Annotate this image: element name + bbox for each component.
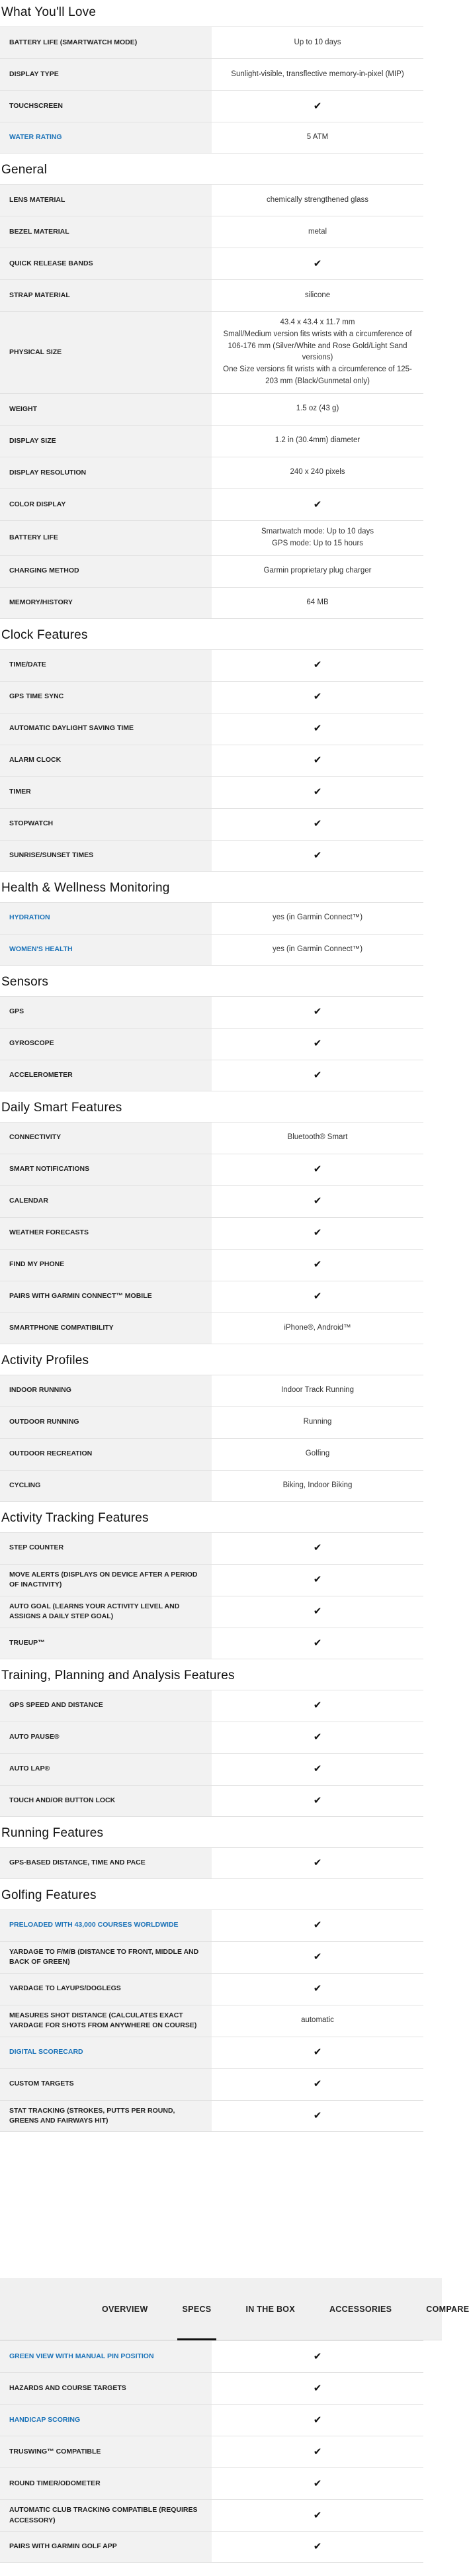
spec-row-stopwatch [0,808,423,840]
spec-row-yardage-to-layups-doglegs [0,1973,423,2005]
spec-label: CALENDAR [0,1186,212,1217]
check-icon: ✔ [313,1291,322,1303]
spec-label: CYCLING [0,1471,212,1501]
spec-row-connectivity [0,1122,423,1154]
spec-row-digital-scorecard [0,2037,423,2068]
spec-label: MEASURES SHOT DISTANCE (CALCULATES EXACT YARDAGE FOR SHOTS FROM ANYWHERE ON COURSE) [0,2005,212,2037]
check-icon: ✔ [313,2509,322,2521]
check-icon: ✔ [313,1069,322,1081]
section-title: Golfing Features [1,1888,97,1902]
checkmark-icon [212,809,423,840]
spec-label: INDOOR RUNNING [0,1375,212,1406]
checkmark-icon [212,2341,423,2372]
spec-value: Bluetooth® Smart [287,1133,348,1142]
spec-value: chemically strengthened glass [266,195,369,204]
check-icon: ✔ [313,1259,322,1271]
checkmark-icon [212,1533,423,1564]
spec-label: TRUEUP™ [0,1628,212,1659]
checkmark-icon [212,1722,423,1753]
spec-row-gps-based-distance-time-and-pace [0,1847,423,1879]
checkmark-icon [212,91,423,122]
spec-value: silicone [304,291,331,299]
spec-value: 5 ATM [306,133,329,142]
tab-specs[interactable]: SPECS [183,2278,212,2340]
spec-row-time-date [0,649,423,681]
section-title: Sensors [1,974,49,989]
spec-label: STOPWATCH [0,809,212,840]
check-icon: ✔ [313,2446,322,2458]
spec-row-bezel-material [0,216,423,248]
section-title: Running Features [1,1825,104,1840]
spec-section-training-planning-and-analysis-features [0,1659,423,1817]
spec-value: iPhone®, Android™ [284,1323,351,1332]
spec-row-auto-lap [0,1753,423,1785]
check-icon: ✔ [313,1731,322,1743]
spec-label: DISPLAY RESOLUTION [0,457,212,488]
check-icon: ✔ [313,2541,322,2553]
checkmark-icon [212,841,423,871]
spec-table [0,184,423,619]
checkmark-icon [212,1281,423,1312]
section-title: Activity Tracking Features [1,1510,149,1525]
spec-label: BATTERY LIFE [0,521,212,555]
checkmark-icon [212,1060,423,1091]
spec-label[interactable]: GREEN VIEW WITH MANUAL PIN POSITION [0,2341,212,2372]
checkmark-icon [212,1029,423,1060]
check-icon: ✔ [313,1574,322,1586]
checkmark-icon [212,1628,423,1659]
check-icon: ✔ [313,1951,322,1963]
spec-value: yes (in Garmin Connect™) [272,944,363,953]
checkmark-icon [212,248,423,279]
spec-label: BATTERY LIFE (SMARTWATCH MODE) [0,27,212,58]
spec-label: OUTDOOR RECREATION [0,1439,212,1470]
check-icon: ✔ [313,1164,322,1175]
spec-label[interactable]: WATER RATING [0,122,212,153]
spec-value: Garmin proprietary plug charger [263,567,372,575]
check-icon: ✔ [313,2350,322,2362]
spec-label: TIME/DATE [0,650,212,681]
spec-label: MOVE ALERTS (DISPLAYS ON DEVICE AFTER A PERIOD OF INACTIVITY) [0,1565,212,1596]
spec-label: LENS MATERIAL [0,185,212,216]
checkmark-icon [212,2405,423,2436]
spec-row-lens-material [0,184,423,216]
checkmark-icon [212,2532,423,2562]
spec-row-outdoor-recreation [0,1438,423,1470]
spec-label: QUICK RELEASE BANDS [0,248,212,279]
spec-label: STRAP MATERIAL [0,280,212,311]
check-icon: ✔ [313,2110,322,2122]
spec-label: YARDAGE TO F/M/B (DISTANCE TO FRONT, MIDDLE AND BACK OF GREEN) [0,1942,212,1973]
check-icon: ✔ [313,1919,322,1931]
check-icon: ✔ [313,659,322,671]
spec-label: GPS-BASED DISTANCE, TIME AND PACE [0,1848,212,1878]
spec-label: PAIRS WITH GARMIN GOLF APP [0,2532,212,2562]
spec-label: SMARTPHONE COMPATIBILITY [0,1313,212,1344]
spec-value: 1.5 oz (43 g) [296,404,339,413]
spec-row-smart-notifications [0,1154,423,1185]
spec-row-touch-and-or-button-lock [0,1785,423,1817]
spec-label: GPS TIME SYNC [0,682,212,713]
spec-label[interactable]: DIGITAL SCORECARD [0,2037,212,2068]
spec-section-health-wellness-monitoring [0,872,423,966]
spec-value: Indoor Track Running [281,1386,354,1395]
checkmark-icon [212,489,423,520]
spec-row-sunrise-sunset-times [0,840,423,872]
section-title: General [1,163,47,177]
spec-row-indoor-running [0,1375,423,1406]
spec-row-green-view-with-manual-pin-position [0,2340,423,2372]
spec-section-activity-tracking-features [0,1502,423,1659]
checkmark-icon [212,997,423,1028]
spec-row-auto-pause [0,1722,423,1753]
spec-row-quick-release-bands [0,248,423,279]
spec-row-hydration [0,902,423,934]
spec-row-women-s-health [0,934,423,966]
spec-section-sensors [0,966,423,1091]
check-icon: ✔ [313,723,322,735]
spec-row-step-counter [0,1532,423,1564]
spec-value: Up to 10 days [294,38,341,46]
spec-table [0,649,423,872]
spec-value: Golfing [305,1449,330,1458]
check-icon: ✔ [313,818,322,830]
spec-label: GPS SPEED AND DISTANCE [0,1690,212,1722]
checkmark-icon [212,713,423,745]
spec-section-daily-smart-features [0,1091,423,1344]
check-icon: ✔ [313,2414,322,2426]
spec-value: yes (in Garmin Connect™) [272,913,363,922]
spec-row-automatic-club-tracking-compatible-requires-accessory [0,2499,423,2531]
check-icon: ✔ [313,1700,322,1712]
checkmark-icon [212,1690,423,1722]
spec-row-pairs-with-garmin-connect-mobile [0,1281,423,1312]
checkmark-icon [212,1186,423,1217]
checkmark-icon [212,2101,423,2131]
spec-row-physical-size [0,311,423,393]
spec-label: TOUCHSCREEN [0,91,212,122]
check-icon: ✔ [313,1542,322,1554]
checkmark-icon [212,1910,423,1941]
spec-row-pairs-with-garmin-golf-app [0,2531,423,2563]
spec-value: 43.4 x 43.4 x 11.7 mm Small/Medium version fits wrists with a circumference of 106-176 mm (Silver/White and Rose Gold/Light Sand versions) One Size versions fit wrists with a circumference of 125-203 mm (Black/Gunmetal only) [223,318,412,386]
checkmark-icon [212,1218,423,1249]
spec-value: 240 x 240 pixels [290,468,345,477]
spec-row-preloaded-with-43-000-courses-worldwide [0,1909,423,1941]
spec-label: SMART NOTIFICATIONS [0,1154,212,1185]
checkmark-icon [212,1154,423,1185]
tab-in-the-box[interactable]: IN THE BOX [245,2304,295,2314]
spec-row-gps [0,996,423,1028]
checkmark-icon [212,2069,423,2100]
spec-row-strap-material [0,279,423,311]
spec-label: GYROSCOPE [0,1029,212,1060]
spec-label: CONNECTIVITY [0,1123,212,1154]
spec-label: TRUSWING™ COMPATIBLE [0,2436,212,2467]
spec-row-automatic-daylight-saving-time [0,713,423,745]
check-icon: ✔ [313,1857,322,1868]
checkmark-icon [212,1250,423,1281]
spec-row-calendar [0,1185,423,1217]
spec-label: YARDAGE TO LAYUPS/DOGLEGS [0,1974,212,2005]
spec-row-timer [0,776,423,808]
check-icon: ✔ [313,100,322,112]
spec-label: AUTO GOAL (LEARNS YOUR ACTIVITY LEVEL AND ASSIGNS A DAILY STEP GOAL) [0,1596,212,1628]
section-title: Daily Smart Features [1,1100,122,1115]
specs-continuation [0,2340,423,2563]
check-icon: ✔ [313,691,322,703]
spec-row-handicap-scoring [0,2404,423,2436]
spec-row-smartphone-compatibility [0,1312,423,1344]
spec-row-hazards-and-course-targets [0,2372,423,2404]
spec-row-round-timer-odometer [0,2467,423,2499]
spec-label[interactable]: HYDRATION [0,903,212,934]
section-title: Clock Features [1,627,88,642]
checkmark-icon [212,1786,423,1816]
spec-label: OUTDOOR RUNNING [0,1407,212,1438]
check-icon: ✔ [313,786,322,798]
sticky-tab-nav [0,2278,469,2340]
spec-label: TOUCH AND/OR BUTTON LOCK [0,1786,212,1816]
checkmark-icon [212,2037,423,2068]
spec-value: 1.2 in (30.4mm) diameter [275,436,361,445]
checkmark-icon [212,777,423,808]
spec-label: DISPLAY TYPE [0,59,212,90]
spec-row-gps-time-sync [0,681,423,713]
spec-row-color-display [0,488,423,520]
checkmark-icon [212,1848,423,1878]
check-icon: ✔ [313,849,322,861]
spec-label: FIND MY PHONE [0,1250,212,1281]
spec-table [0,26,423,154]
spec-row-trueup [0,1628,423,1659]
spec-section-golfing-features [0,1879,423,2132]
spec-value: automatic [301,2016,334,2025]
spec-label: WEATHER FORECASTS [0,1218,212,1249]
spec-label: ROUND TIMER/ODOMETER [0,2468,212,2499]
spec-row-auto-goal-learns-your-activity-level-and-assigns-a-daily-step-goal [0,1596,423,1628]
spec-table [0,1532,423,1659]
spec-table [0,1690,423,1817]
check-icon: ✔ [313,1794,322,1806]
check-icon: ✔ [313,2078,322,2090]
spec-label: CHARGING METHOD [0,556,212,587]
checkmark-icon [212,2373,423,2404]
check-icon: ✔ [313,2047,322,2058]
tab-compare[interactable]: COMPARE [426,2304,469,2314]
checkmark-icon [212,1754,423,1785]
spec-label: DISPLAY SIZE [0,426,212,457]
spec-table [0,1122,423,1344]
spec-table [0,1909,423,2132]
checkmark-icon [212,1942,423,1973]
spec-row-custom-targets [0,2068,423,2100]
spec-row-battery-life-smartwatch-mode [0,26,423,58]
spec-value: 64 MB [306,598,329,606]
spec-row-water-rating [0,122,423,154]
check-icon: ✔ [313,1637,322,1649]
spec-row-display-resolution [0,457,423,488]
check-icon: ✔ [313,1195,322,1207]
spec-table [0,1375,423,1502]
spec-label: BEZEL MATERIAL [0,216,212,248]
spec-table [0,1847,423,1879]
section-title: What You'll Love [1,5,97,19]
spec-row-battery-life [0,520,423,555]
spec-section-what-you-ll-love [0,0,423,154]
section-title: Training, Planning and Analysis Features [1,1668,235,1682]
spec-value: Running [303,1418,332,1426]
spec-row-display-type [0,58,423,90]
spec-row-display-size [0,425,423,457]
spec-row-alarm-clock [0,745,423,776]
spec-label: COLOR DISPLAY [0,489,212,520]
check-icon: ✔ [313,755,322,766]
spec-row-measures-shot-distance-calculates-exact-yardage-for-shots-from-anywhere-on-course [0,2005,423,2037]
spec-row-weight [0,393,423,425]
spec-row-charging-method [0,555,423,587]
spec-label: AUTOMATIC DAYLIGHT SAVING TIME [0,713,212,745]
tab-overview[interactable]: OVERVIEW [102,2304,148,2314]
checkmark-icon [212,1974,423,2005]
spec-label: WEIGHT [0,394,212,425]
spec-label: SUNRISE/SUNSET TIMES [0,841,212,871]
spec-row-yardage-to-f-m-b-distance-to-front-middle-and-back-of-green [0,1941,423,1973]
spec-label: HAZARDS AND COURSE TARGETS [0,2373,212,2404]
spec-row-outdoor-running [0,1406,423,1438]
spec-section-general [0,154,423,619]
section-title: Health & Wellness Monitoring [1,880,170,895]
spec-row-find-my-phone [0,1249,423,1281]
spec-label[interactable]: PRELOADED WITH 43,000 COURSES WORLDWIDE [0,1910,212,1941]
spec-row-weather-forecasts [0,1217,423,1249]
spec-label: AUTOMATIC CLUB TRACKING COMPATIBLE (REQUIRES ACCESSORY) [0,2500,212,2531]
spec-label[interactable]: WOMEN'S HEALTH [0,935,212,965]
spec-value: Sunlight-visible, transflective memory-in-pixel (MIP) [231,69,404,78]
check-icon: ✔ [313,2477,322,2489]
spec-section-clock-features [0,619,423,872]
check-icon: ✔ [313,1006,322,1018]
spec-label[interactable]: HANDICAP SCORING [0,2405,212,2436]
checkmark-icon [212,1565,423,1596]
spec-section-running-features [0,1817,423,1879]
spec-row-move-alerts-displays-on-device-after-a-period-of-inactivity [0,1564,423,1596]
spec-value: Smartwatch mode: Up to 10 days GPS mode: Up to 15 hours [261,527,374,547]
spec-row-memory-history [0,587,423,619]
check-icon: ✔ [313,1227,322,1239]
spec-row-accelerometer [0,1060,423,1091]
checkmark-icon [212,682,423,713]
spec-label: ACCELEROMETER [0,1060,212,1091]
check-icon: ✔ [313,1983,322,1995]
spec-table [0,996,423,1091]
checkmark-icon [212,1596,423,1628]
spec-row-stat-tracking-strokes-putts-per-round-greens-and-fairways-hit [0,2100,423,2132]
spec-row-gyroscope [0,1028,423,1060]
spec-label: STAT TRACKING (STROKES, PUTTS PER ROUND, GREENS AND FAIRWAYS HIT) [0,2101,212,2131]
check-icon: ✔ [313,1763,322,1775]
spec-label: PAIRS WITH GARMIN CONNECT™ MOBILE [0,1281,212,1312]
check-icon: ✔ [313,1606,322,1618]
spec-label: AUTO PAUSE® [0,1722,212,1753]
check-icon: ✔ [313,257,322,269]
tab-accessories[interactable]: ACCESSORIES [329,2304,392,2314]
spec-row-gps-speed-and-distance [0,1690,423,1722]
checkmark-icon [212,2468,423,2499]
section-title: Activity Profiles [1,1353,89,1367]
checkmark-icon [212,2500,423,2531]
check-icon: ✔ [313,2382,322,2394]
checkmark-icon [212,2436,423,2467]
spec-row-touchscreen [0,90,423,122]
spec-value: Biking, Indoor Biking [282,1481,353,1489]
spec-row-cycling [0,1470,423,1502]
spec-row-truswing-compatible [0,2436,423,2467]
spec-label: CUSTOM TARGETS [0,2069,212,2100]
spec-section-activity-profiles [0,1344,423,1502]
spec-label: STEP COUNTER [0,1533,212,1564]
spec-label: TIMER [0,777,212,808]
checkmark-icon [212,745,423,776]
spec-value: metal [308,227,327,236]
spec-table [0,902,423,966]
check-icon: ✔ [313,498,322,510]
spec-label: ALARM CLOCK [0,745,212,776]
spec-label: MEMORY/HISTORY [0,588,212,618]
spec-label: GPS [0,997,212,1028]
check-icon: ✔ [313,1038,322,1050]
checkmark-icon [212,650,423,681]
spec-label: PHYSICAL SIZE [0,312,212,393]
spec-label: AUTO LAP® [0,1754,212,1785]
